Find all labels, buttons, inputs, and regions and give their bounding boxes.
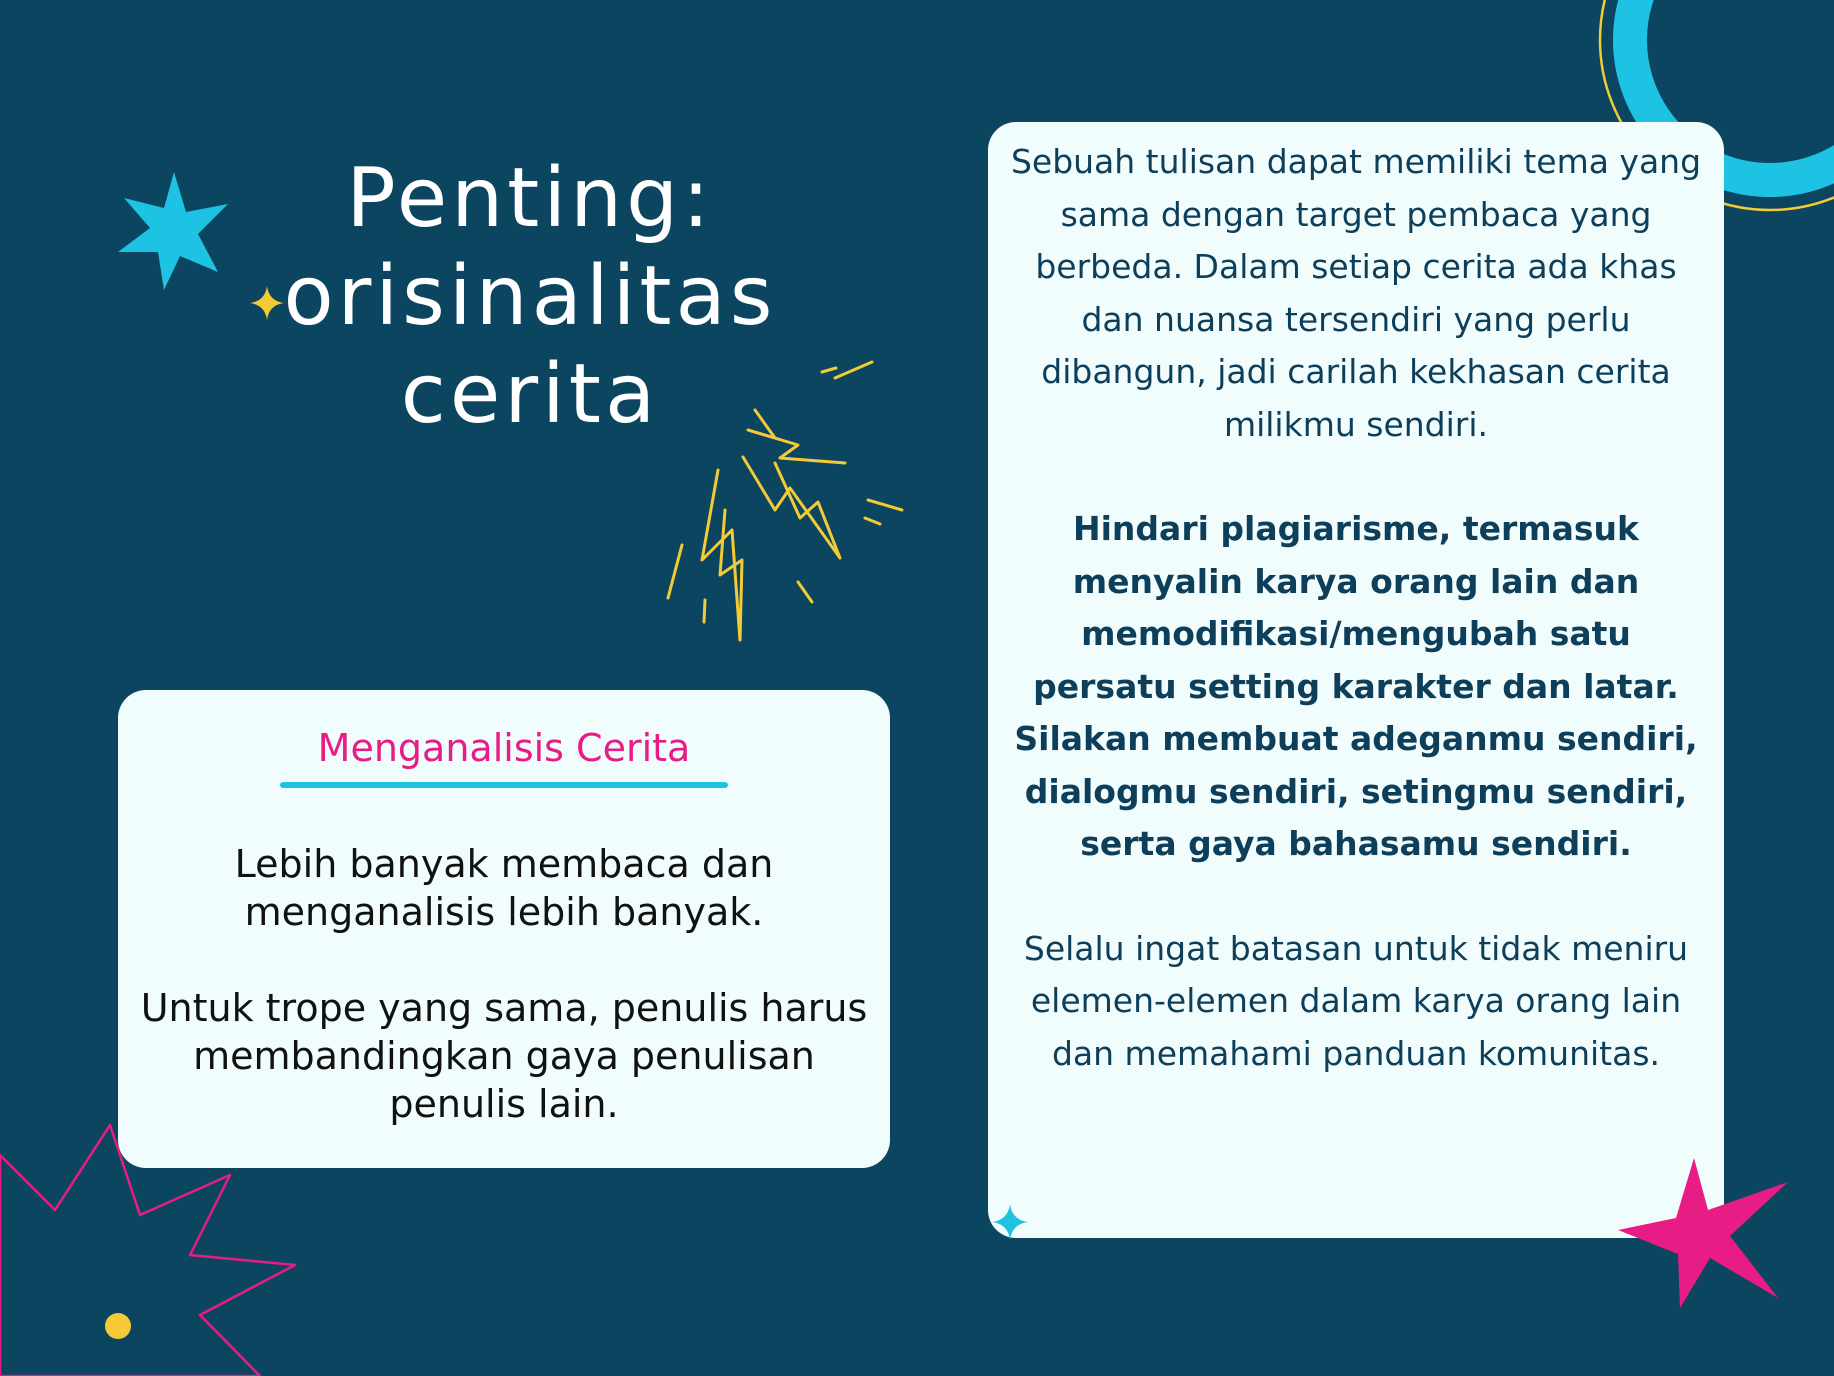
heading-underline [280,782,728,788]
cyan-sparkle-icon [990,1202,1030,1242]
title-line-1: Penting: [346,151,714,246]
originality-paragraph-4: Selalu ingat batasan untuk tidak meniru elemen-elemen dalam karya orang lain dan memahami panduan komunitas. [1023,928,1689,1073]
originality-paragraph-3: Silakan membuat adeganmu sendiri, dialogmu sendiri, setingmu sendiri, serta gaya bahasamu sendiri. [1014,719,1698,863]
originality-paragraph-1: Sebuah tulisan dapat memiliki tema yang sama dengan target pembaca yang berbeda. Dalam setiap cerita ada khas dan nuansa tersendiri yang perlu dibangun, jadi carilah kekhasan cerita milikmu sendiri. [1010,142,1702,444]
title-line-2: orisinalitas [283,249,777,344]
lightning-doodle-icon [640,360,940,660]
originality-card-body [1010,136,1702,1080]
title-line-3: cerita [400,347,660,442]
analysis-card-heading: Menganalisis Cerita [317,726,691,770]
analysis-paragraph-2: Untuk trope yang sama, penulis harus membandingkan gaya penulisan penulis lain. [140,986,868,1126]
originality-paragraph-2: Hindari plagiarisme, termasuk menyalin karya orang lain dan memodifikasi/mengubah satu persatu setting karakter dan latar. [1033,509,1679,706]
analysis-card [118,690,890,1168]
analysis-card-body [138,840,870,1176]
originality-card [988,122,1724,1238]
yellow-dot-icon [104,1312,132,1340]
pink-star-icon [1618,1158,1798,1308]
analysis-paragraph-1: Lebih banyak membaca dan menganalisis lebih banyak. [234,842,774,934]
